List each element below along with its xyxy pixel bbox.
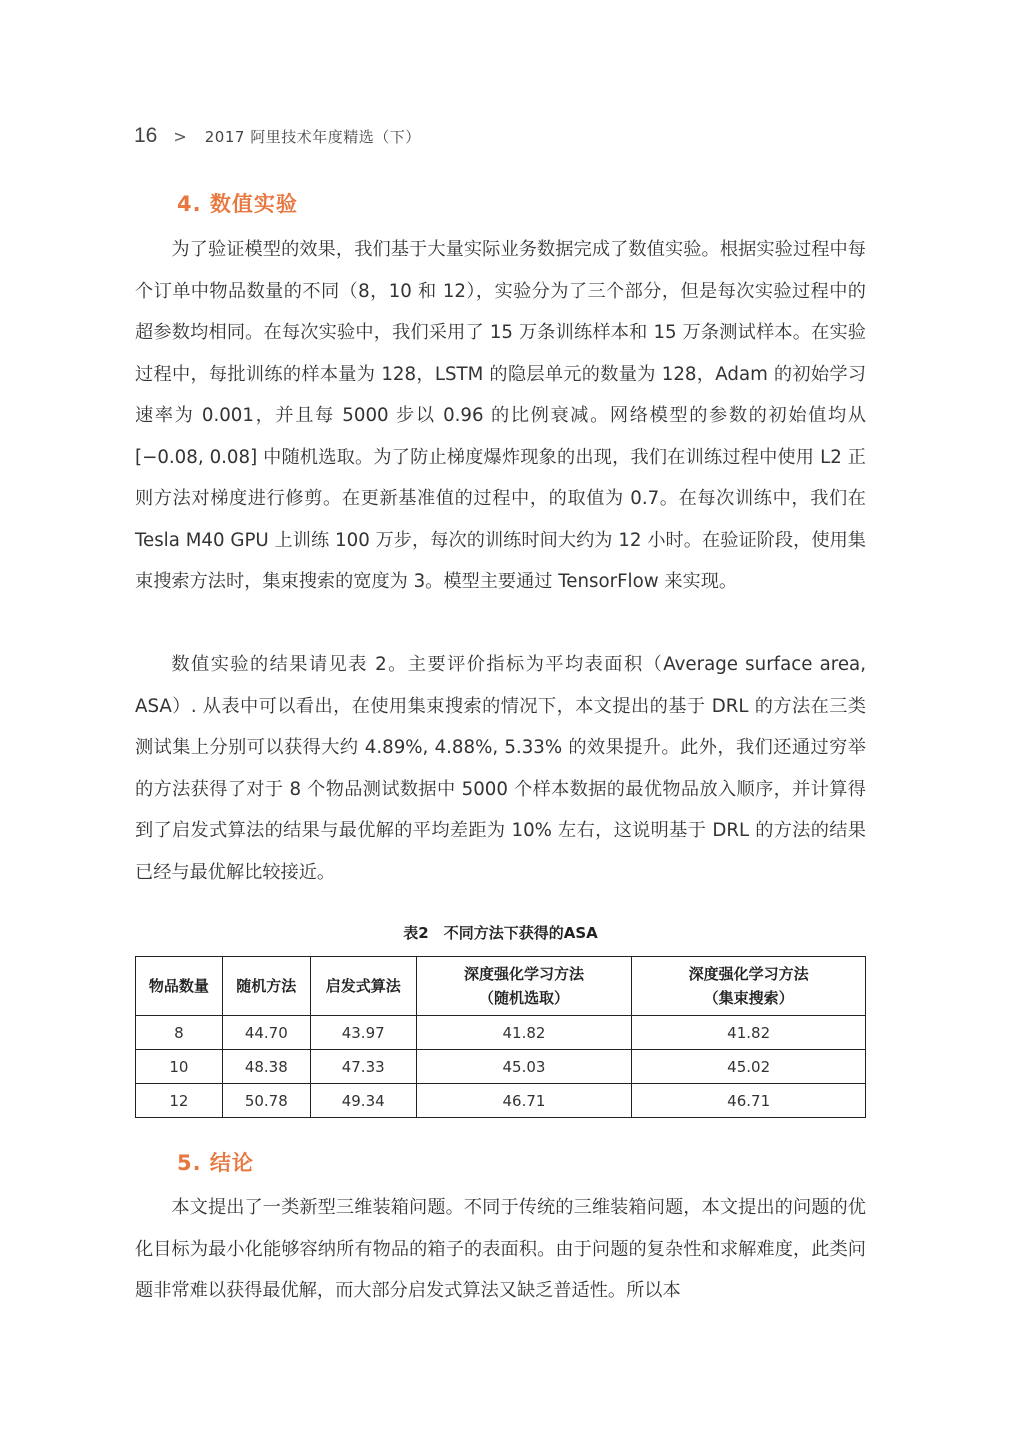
table-cell: 45.02: [632, 1050, 866, 1084]
column-header: 深度强化学习方法 （随机选取）: [416, 957, 632, 1016]
page-header: [134, 124, 421, 154]
table-cell: 12: [136, 1084, 223, 1118]
column-header: 深度强化学习方法 （集束搜索）: [632, 957, 866, 1016]
table-cell: 50.78: [222, 1084, 310, 1118]
column-header: 物品数量: [136, 957, 223, 1016]
table-row: [136, 1050, 866, 1084]
table-caption: 表2 不同方法下获得的ASA: [403, 924, 598, 942]
section-4-paragraph-1: 为了验证模型的效果，我们基于大量实际业务数据完成了数值实验。根据实验过程中每个订单中物品数量的不同（8，10 和 12），实验分为了三个部分，但是每次实验过程中的超参数均相同。在每次实验中，我们采用了 15 万条训练样本和 15 万条测试样本。在实验过程中，每批训练的样本量为 128，LSTM 的隐层单元的数量为 128，Adam 的初始学习速率为 0.001，并且每 5000 步以 0.96 的比例衰减。网络模型的参数的初始值均从 [−0.08, 0.08] 中随机选取。为了防止梯度爆炸现象的出现，我们在训练过程中使用 L2 正则方法对梯度进行修剪。在更新基准值的过程中，的取值为 0.7。在每次训练中，我们在 Tesla M40 GPU 上训练 100 万步，每次的训练时间大约为 12 小时。在验证阶段，使用集束搜索方法时，集束搜索的宽度为 3。模型主要通过 TensorFlow 来实现。: [135, 239, 867, 592]
table-cell: 49.34: [310, 1084, 416, 1118]
page-number: 16: [134, 124, 158, 147]
table-cell: 47.33: [310, 1050, 416, 1084]
header-separator: >: [173, 127, 187, 146]
column-header: 随机方法: [222, 957, 310, 1016]
section-4-title: 4. 数值实验: [177, 192, 298, 216]
section-5-title: 5. 结论: [177, 1151, 254, 1175]
results-table: [135, 956, 866, 1118]
table-cell: 46.71: [632, 1084, 866, 1118]
book-title: 2017 阿里技术年度精选（下）: [204, 128, 421, 146]
table-cell: 46.71: [416, 1084, 632, 1118]
section-4-paragraph-2: 数值实验的结果请见表 2。主要评价指标为平均表面积（Average surface area, ASA）. 从表中可以看出，在使用集束搜索的情况下，本文提出的基于 DRL 的方法在三类测试集上分别可以获得大约 4.89%, 4.88%, 5.33% 的效果提升。此外，我们还通过穷举的方法获得了对于 8 个物品测试数据中 5000 个样本数据的最优物品放入顺序，并计算得到了启发式算法的结果与最优解的平均差距为 10% 左右，这说明基于 DRL 的方法的结果已经与最优解比较接近。: [135, 654, 866, 883]
table-cell: 44.70: [222, 1016, 310, 1050]
table-cell: 41.82: [632, 1016, 866, 1050]
table-cell: 41.82: [416, 1016, 632, 1050]
table-cell: 8: [136, 1016, 223, 1050]
table-row: [136, 1016, 866, 1050]
table-header-row: [136, 957, 866, 1016]
table-cell: 48.38: [222, 1050, 310, 1084]
table-cell: 45.03: [416, 1050, 632, 1084]
table-cell: 43.97: [310, 1016, 416, 1050]
column-header: 启发式算法: [310, 957, 416, 1016]
table-cell: 10: [136, 1050, 223, 1084]
section-5-paragraph-1: 本文提出了一类新型三维装箱问题。不同于传统的三维装箱问题，本文提出的问题的优化目标为最小化能够容纳所有物品的箱子的表面积。由于问题的复杂性和求解难度，此类问题非常难以获得最优解，而大部分启发式算法又缺乏普适性。所以本: [135, 1197, 866, 1301]
table-row: [136, 1084, 866, 1118]
